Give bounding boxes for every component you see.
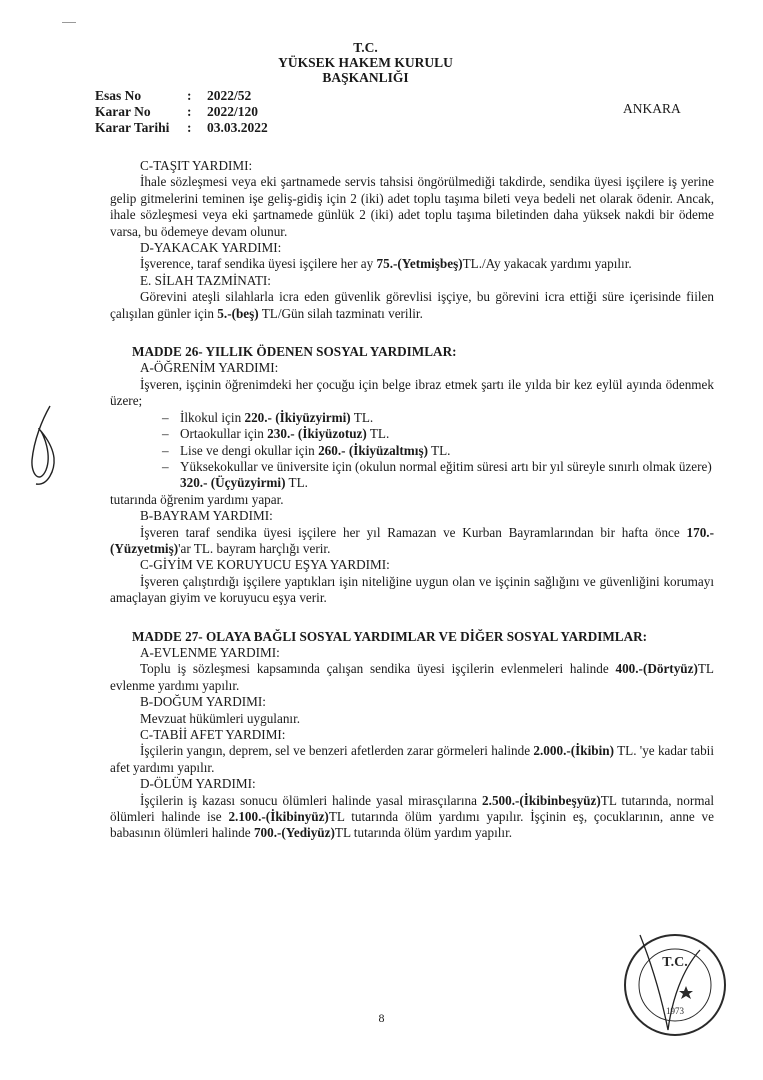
education-allowance-list (110, 410, 714, 492)
list-item: – Yüksekokullar ve üniversite için (okulun normal eğitim süresi artı bir yıl süreyle sınırlı olmak üzere) 320.- (Üçyüzyirmi) TL. (110, 459, 714, 492)
paragraph: İşveren, işçinin öğrenimdeki her çocuğu için belge ibraz etmek şartı ile yılda bir kez eylül ayında ödenmek üzere; (110, 376, 714, 409)
paragraph: İşveren çalıştırdığı işçilere yaptıkları işin niteliğine uygun olan ve işçinin sağlığını ve güvenliğini korumayı amaçlayan giyim ve koruyucu eşya verir. (110, 573, 714, 606)
karar-row: Karar No : 2022/120 (95, 104, 259, 119)
section-title: D-ÖLÜM YARDIMI: (140, 776, 256, 792)
header-line-2: YÜKSEK HAKEM KURULU (278, 55, 453, 70)
paragraph: Görevini ateşli silahlarla icra eden güvenlik görevlisi işçiye, bu görevini icra ettiği süre içerisinde fiilen çalışılan günler için 5.-(beş) TL/Gün silah tazminatı verilir. (110, 289, 714, 321)
article-27-title: MADDE 27- OLAYA BAĞLI SOSYAL YARDIMLAR VE DİĞER SOSYAL YARDIMLAR: (132, 628, 648, 644)
section-title: E. SİLAH TAZMİNATI: (140, 272, 271, 288)
section-title: C-TAŞIT YARDIMI: (140, 158, 253, 173)
stamp-year: 1973 (666, 1006, 684, 1016)
tarih-row: Karar Tarihi : 03.03.2022 (95, 120, 268, 135)
paragraph: İhale sözleşmesi veya eki şartnamede servis tahsisi öngörülmediği takdirde, sendika üyesi işçilere iş yerine gelip gitmelerini teminen işe geliş-gidiş için 2 (iki) adet toplu taşıma bileti veya bedeli net olarak ödenir. Ancak, ihale sözleşmesi veya eki şartnamede günlük 2 (iki) adet toplu taşıma biletinden daha yüksek nakdi bir ödeme varsa, bu ödemeye devam olunur. (110, 174, 714, 239)
list-item: – Lise ve dengi okullar için 260.- (İkiyüzaltmış) TL. (110, 443, 714, 459)
esas-row: Esas No : 2022/52 (95, 88, 252, 103)
header-line-3: BAŞKANLIĞI (322, 70, 409, 85)
document-body (110, 158, 714, 842)
paragraph: İşçilerin yangın, deprem, sel ve benzeri afetlerden zarar görmeleri halinde 2.000.-(İkibin) TL. 'ye kadar tabii afet yardımı yapılır. (110, 743, 714, 775)
paragraph: Mevzuat hükümleri uygulanır. (140, 710, 301, 726)
list-item: – Ortaokullar için 230.- (İkiyüzotuz) TL. (110, 426, 714, 442)
section-title: C-TABİİ AFET YARDIMI: (140, 727, 286, 742)
list-item: – İlkokul için 220.- (İkiyüzyirmi) TL. (110, 410, 714, 426)
paragraph: İşveren taraf sendika üyesi işçilere her yıl Ramazan ve Kurban Bayramlarından bir hafta önce 170.-(Yüzyetmiş)'ar TL. bayram harçlığı verir. (110, 524, 714, 556)
scan-mark (62, 22, 76, 23)
stamp-text: T.C. (662, 955, 688, 970)
section-title: C-GİYİM VE KORUYUCU EŞYA YARDIMI: (140, 557, 390, 573)
case-meta (95, 88, 268, 136)
section-title: B-BAYRAM YARDIMI: (140, 508, 273, 524)
section-title: A-EVLENME YARDIMI: (140, 644, 280, 660)
margin-signature-icon (22, 400, 62, 490)
page-number: 8 (378, 1011, 385, 1025)
paragraph: tutarında öğrenim yardımı yapar. (110, 491, 284, 507)
section-title: D-YAKACAK YARDIMI: (140, 240, 282, 256)
header-line-1: T.C. (353, 40, 378, 55)
city-label: ANKARA (623, 101, 681, 116)
paragraph: İşverence, taraf sendika üyesi işçilere her ay 75.-(Yetmişbeş)TL./Ay yakacak yardımı yapılır. (140, 256, 632, 272)
tarih-value: 03.03.2022 (207, 120, 268, 135)
karar-value: 2022/120 (207, 104, 259, 119)
section-title: B-DOĞUM YARDIMI: (140, 694, 266, 710)
article-26-title: MADDE 26- YILLIK ÖDENEN SOSYAL YARDIMLAR: (132, 344, 457, 360)
document-header (0, 40, 763, 85)
paragraph: Toplu iş sözleşmesi kapsamında çalışan sendika üyesi işçilerin evlenmeleri halinde 400.-(Dörtyüz)TL evlenme yardımı yapılır. (110, 661, 714, 693)
esas-value: 2022/52 (207, 88, 252, 103)
section-title: A-ÖĞRENİM YARDIMI: (140, 360, 279, 376)
paragraph: İşçilerin iş kazası sonucu ölümleri halinde yasal mirasçılarına 2.500.-(İkibinbeşyüz)TL tutarında, normal ölümleri halinde ise 2.100.-(İkibinyüz)TL tutarında ölüm yardımı yapılır. İşçinin eş, çocuklarının, anne ve babasının ölümleri halinde 700.-(Yediyüz)TL tutarında ölüm yardım yapılır. (110, 792, 714, 841)
